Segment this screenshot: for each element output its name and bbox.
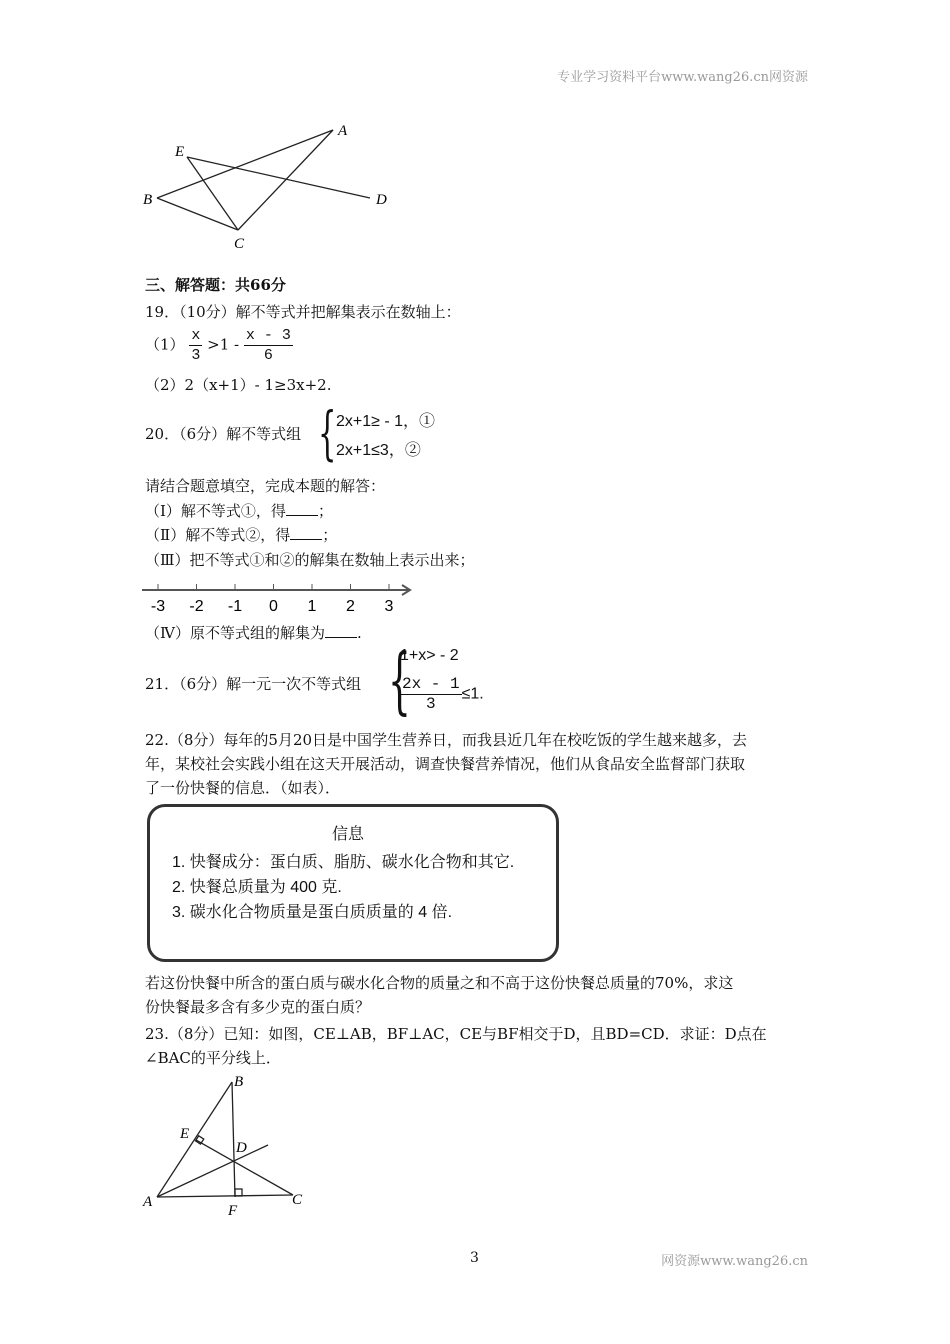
operator: >1 - bbox=[207, 335, 240, 354]
fraction bbox=[189, 326, 202, 365]
text: （Ⅰ）解不等式①，得 bbox=[145, 502, 286, 520]
answer-blank bbox=[325, 637, 357, 638]
numerator: 2x - 1 bbox=[402, 675, 460, 693]
q22-after: 份快餐最多含有多少克的蛋白质？ bbox=[145, 998, 371, 1016]
q20-step3: （Ⅲ）把不等式①和②的解集在数轴上表示出来； bbox=[145, 551, 475, 569]
label-a: A bbox=[143, 1194, 153, 1210]
q21-eq1: 1+x> - 2 bbox=[400, 647, 459, 664]
label-a: A bbox=[338, 123, 348, 139]
axis-label: -2 bbox=[189, 598, 204, 615]
denominator: 3 bbox=[426, 695, 436, 713]
axis-label: 3 bbox=[384, 598, 394, 615]
label-c: C bbox=[234, 236, 245, 252]
q22-line: 年，某校社会实践小组在这天开展活动，调查快餐营养情况，他们从食品安全监督部门获取 bbox=[145, 755, 746, 773]
q22-after: 若这份快餐中所含的蛋白质与碳水化合物的质量之和不高于这份快餐总质量的70%，求这 bbox=[145, 974, 734, 992]
q20-intro: 请结合题意填空，完成本题的解答： bbox=[145, 477, 386, 495]
fraction bbox=[400, 675, 462, 714]
text: . bbox=[357, 624, 362, 642]
info-item: 3. 碳水化合物质量是蛋白质质量的 4 倍. bbox=[172, 904, 453, 921]
q23-line: 23.（8分）已知：如图，CE⊥AB，BF⊥AC，CE与BF相交于D，且BD=CD．求证：D点在 bbox=[145, 1025, 767, 1043]
figure-triangles-ebdca bbox=[140, 115, 400, 255]
text: ； bbox=[322, 526, 338, 544]
q19-stem: 19．（10分）解不等式并把解集表示在数轴上： bbox=[145, 303, 461, 321]
answer-blank bbox=[290, 539, 322, 540]
text: （Ⅱ）解不等式②，得 bbox=[145, 526, 291, 544]
q21-eq2 bbox=[400, 675, 484, 714]
q19-part2: （2）2（x+1）- 1≥3x+2. bbox=[145, 376, 332, 394]
brace: { bbox=[388, 638, 411, 722]
label-d: D bbox=[236, 1140, 247, 1156]
axis-label: 1 bbox=[307, 598, 317, 615]
label-b: B bbox=[234, 1074, 244, 1090]
denominator: 3 bbox=[191, 347, 201, 364]
page-number: 3 bbox=[470, 1250, 479, 1266]
numerator: x bbox=[191, 327, 201, 344]
q20-step2 bbox=[145, 525, 337, 545]
q22-line: 了一份快餐的信息．（如表）． bbox=[145, 779, 341, 797]
axis-label: -1 bbox=[227, 598, 243, 615]
answer-blank bbox=[286, 515, 318, 516]
fraction bbox=[244, 326, 293, 365]
figure-triangle-abc bbox=[140, 1070, 320, 1220]
q20-eq2: 2x+1≤3，② bbox=[336, 442, 421, 459]
q20-stem: 20．（6分）解不等式组 bbox=[145, 425, 302, 443]
q20-step1 bbox=[145, 501, 333, 521]
label-d: D bbox=[376, 192, 387, 208]
period: . bbox=[479, 685, 484, 703]
q19-part1 bbox=[145, 326, 293, 365]
q23-line: ∠BAC的平分线上． bbox=[145, 1049, 281, 1067]
axis-label: -3 bbox=[150, 598, 166, 615]
axis-label: 0 bbox=[269, 598, 278, 615]
denominator: 6 bbox=[263, 347, 273, 364]
text: （Ⅳ）原不等式组的解集为 bbox=[145, 624, 325, 642]
info-item: 1. 快餐成分：蛋白质、脂肪、碳水化合物和其它. bbox=[172, 854, 515, 871]
q21-stem: 21．（6分）解一元一次不等式组 bbox=[145, 675, 362, 693]
q22-line: 22.（8分）每年的5月20日是中国学生营养日，而我县近几年在校吃饭的学生越来越多，去 bbox=[145, 731, 748, 749]
info-box bbox=[147, 804, 559, 962]
page-header: 专业学习资料平台www.wang26.cn网资源 bbox=[557, 70, 808, 85]
label-c: C bbox=[292, 1192, 303, 1208]
q20-eq1: 2x+1≥ - 1，① bbox=[336, 413, 436, 430]
axis-label: 2 bbox=[346, 598, 355, 615]
relation: ≤1 bbox=[461, 685, 480, 703]
numerator: x - 3 bbox=[245, 327, 291, 344]
page-footer: 网资源www.wang26.cn bbox=[661, 1254, 808, 1269]
label-e: E bbox=[175, 144, 185, 160]
info-title: 信息 bbox=[332, 826, 365, 843]
number-line bbox=[140, 580, 420, 616]
label-b: B bbox=[143, 192, 153, 208]
part-label: （1） bbox=[145, 335, 185, 354]
label-e: E bbox=[180, 1126, 190, 1142]
brace: { bbox=[318, 399, 337, 467]
section-title: 三、解答题：共66分 bbox=[145, 276, 286, 294]
q20-step4 bbox=[145, 623, 362, 643]
info-item: 2. 快餐总质量为 400 克. bbox=[172, 879, 342, 896]
text: ； bbox=[317, 502, 333, 520]
label-f: F bbox=[228, 1203, 238, 1219]
